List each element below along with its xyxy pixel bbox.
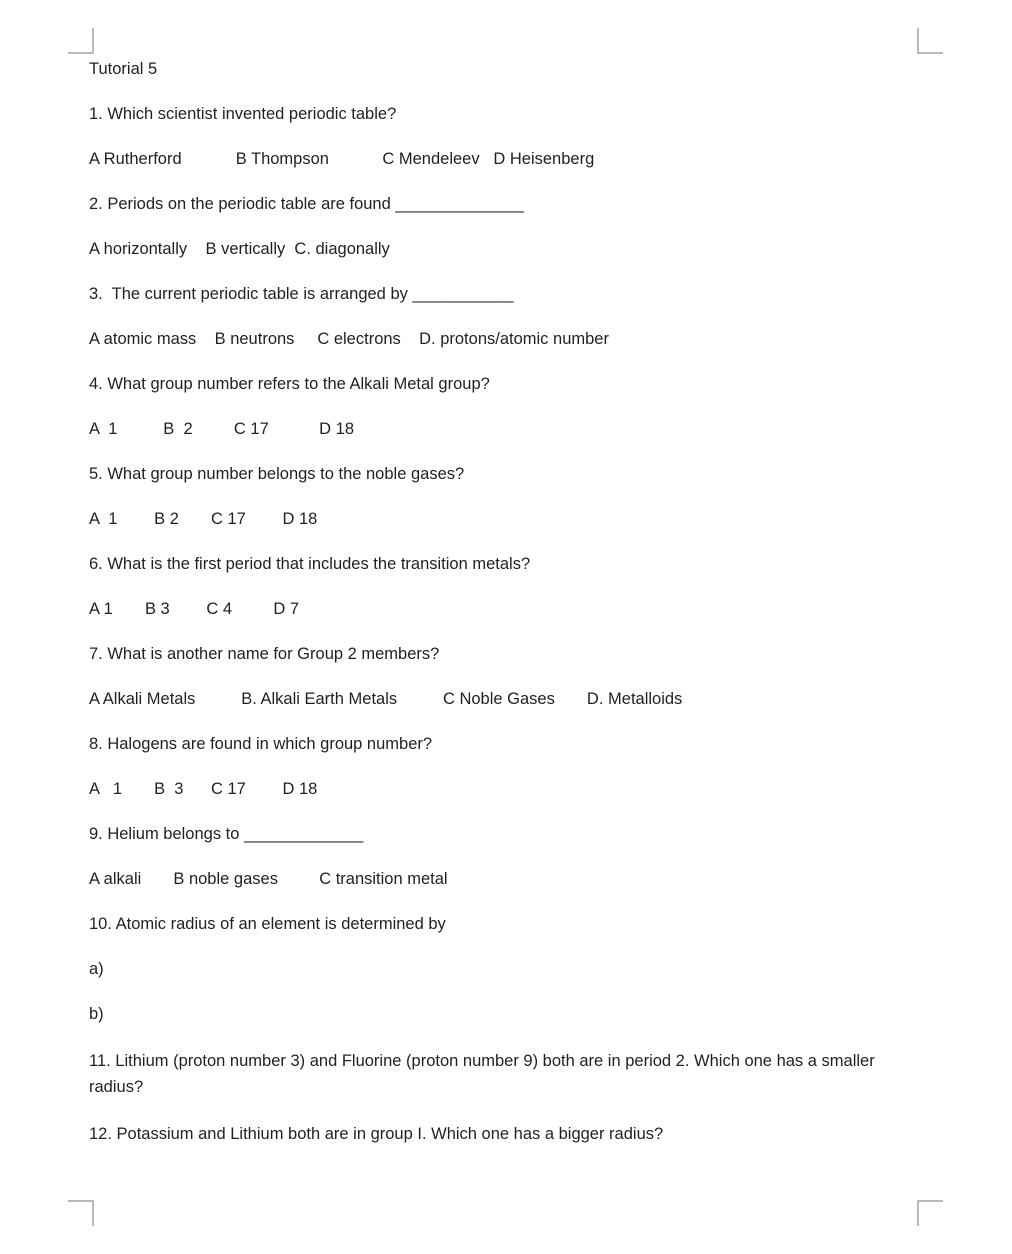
question-10-answer-b: b) [89, 1005, 104, 1023]
question-3: 3. The current periodic table is arranged by ___________ [89, 285, 514, 303]
question-1-options: A Rutherford B Thompson C Mendeleev D Heisenberg [89, 150, 595, 168]
question-7: 7. What is another name for Group 2 members? [89, 645, 440, 663]
page-title: Tutorial 5 [89, 60, 158, 78]
question-10-answer-a: a) [89, 960, 104, 978]
question-4: 4. What group number refers to the Alkali Metal group? [89, 375, 490, 393]
question-9: 9. Helium belongs to _____________ [89, 825, 364, 843]
question-4-options: A 1 B 2 C 17 D 18 [89, 420, 355, 438]
crop-mark-top-left-icon [68, 28, 94, 54]
question-7-options: A Alkali Metals B. Alkali Earth Metals C Noble Gases D. Metalloids [89, 690, 683, 708]
question-9-options: A alkali B noble gases C transition metal [89, 870, 448, 888]
question-6-options: A 1 B 3 C 4 D 7 [89, 600, 299, 618]
crop-mark-bottom-right-icon [917, 1200, 943, 1226]
question-8: 8. Halogens are found in which group number? [89, 735, 433, 753]
question-11: 11. Lithium (proton number 3) and Fluorine (proton number 9) both are in period 2. Which one has a smaller radius? [89, 1052, 875, 1096]
question-3-options: A atomic mass B neutrons C electrons D. protons/atomic number [89, 330, 609, 348]
crop-mark-top-right-icon [917, 28, 943, 54]
question-6: 6. What is the first period that includes the transition metals? [89, 555, 531, 573]
question-2: 2. Periods on the periodic table are found ______________ [89, 195, 524, 213]
question-1: 1. Which scientist invented periodic table? [89, 105, 397, 123]
question-8-options: A 1 B 3 C 17 D 18 [89, 780, 318, 798]
question-2-options: A horizontally B vertically C. diagonally [89, 240, 390, 258]
question-5-options: A 1 B 2 C 17 D 18 [89, 510, 318, 528]
document-body [89, 58, 899, 1168]
question-10: 10. Atomic radius of an element is determined by [89, 915, 446, 933]
question-12: 12. Potassium and Lithium both are in group I. Which one has a bigger radius? [89, 1125, 664, 1143]
question-5: 5. What group number belongs to the noble gases? [89, 465, 465, 483]
crop-mark-bottom-left-icon [68, 1200, 94, 1226]
